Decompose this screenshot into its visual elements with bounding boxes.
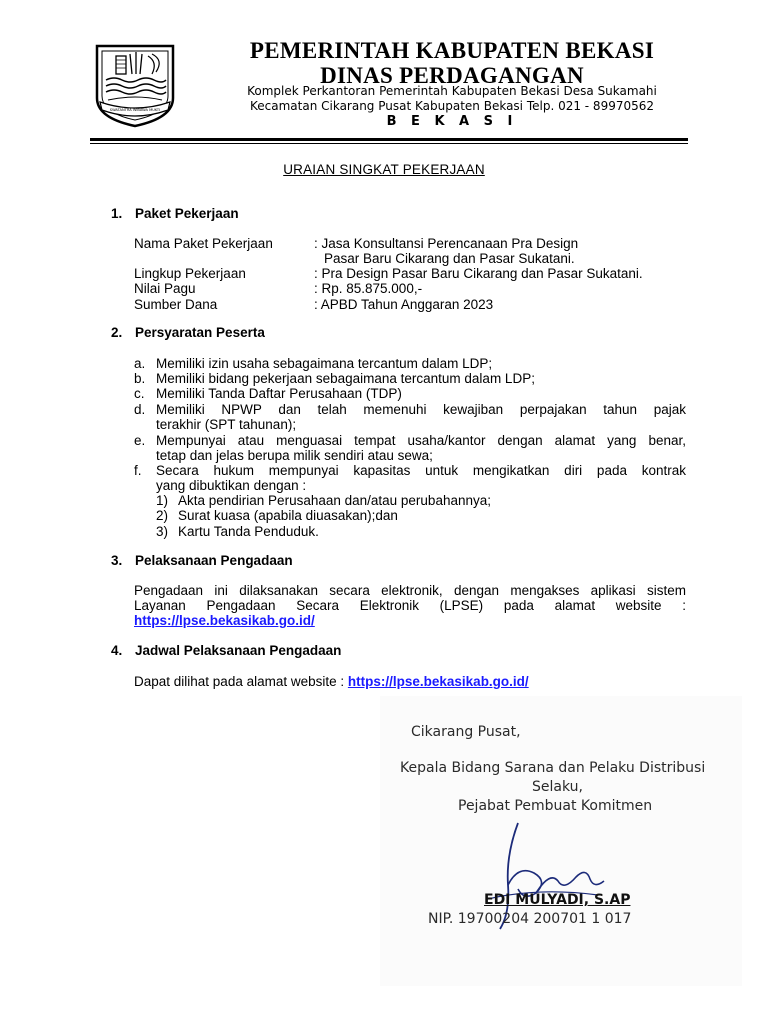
schedule-website-link[interactable]: https://lpse.bekasikab.go.id/	[347, 674, 529, 689]
requirement-c-marker: c.	[134, 386, 145, 401]
subrequirement-3-text: Kartu Tanda Penduduk.	[178, 524, 319, 539]
subrequirement-1-text: Akta pendirian Perusahaan dan/atau perubahannya;	[178, 493, 491, 508]
lpse-website-link[interactable]: https://lpse.bekasikab.go.id/	[134, 613, 315, 628]
requirement-c-text: Memiliki Tanda Daftar Perusahaan (TDP)	[156, 386, 402, 401]
section-3-heading: Pelaksanaan Pengadaan	[135, 553, 293, 568]
field-value-scope: : Pra Design Pasar Baru Cikarang dan Pasar Sukatani.	[314, 266, 643, 281]
header-city: B E K A S I	[386, 114, 518, 129]
requirement-a-text: Memiliki izin usaha sebagaimana tercantum dalam LDP;	[156, 356, 493, 371]
subrequirement-3-marker: 3)	[156, 524, 169, 539]
requirement-e-text: Mempunyai atau menguasai tempat usaha/kantor dengan alamat yang benar,	[156, 433, 686, 448]
requirement-f-text-cont: yang dibuktikan dengan :	[156, 478, 307, 493]
emblem-motto: SWATANTRA WIBAWA MUKTI	[109, 108, 161, 112]
signature-position-line-1: Kepala Bidang Sarana dan Pelaku Distribusi	[400, 760, 706, 776]
field-value-funding-source: : APBD Tahun Anggaran 2023	[314, 297, 494, 312]
signer-name: EDI MULYADI, S.AP	[484, 892, 631, 908]
signature-position-line-3: Pejabat Pembuat Komitmen	[458, 798, 653, 814]
field-value-package-name-cont: Pasar Baru Cikarang dan Pasar Sukatani.	[324, 251, 575, 266]
section-4-heading: Jadwal Pelaksanaan Pengadaan	[135, 643, 342, 658]
field-label-scope: Lingkup Pekerjaan	[134, 266, 246, 281]
signature-position-line-2: Selaku,	[532, 779, 583, 795]
section-2-number: 2.	[111, 325, 123, 340]
section-4-paragraph	[134, 674, 529, 690]
field-value-budget: : Rp. 85.875.000,-	[314, 281, 423, 296]
field-label-package-name: Nama Paket Pekerjaan	[134, 236, 273, 251]
subrequirement-1-marker: 1)	[156, 493, 169, 508]
section-3-paragraph-line-1: Pengadaan ini dilaksanakan secara elektronik, dengan mengakses aplikasi sistem	[134, 583, 686, 598]
requirement-d-text-cont: terakhir (SPT tahunan);	[156, 417, 297, 432]
requirement-d-marker: d.	[134, 402, 146, 417]
document-title: URAIAN SINGKAT PEKERJAAN	[283, 162, 485, 177]
section-4-text: Dapat dilihat pada alamat website :	[134, 674, 348, 689]
signer-nip: NIP. 19700204 200701 1 017	[428, 911, 632, 927]
field-value-package-name: : Jasa Konsultansi Perencanaan Pra Design	[314, 236, 579, 251]
header-address-line-2: Kecamatan Cikarang Pusat Kabupaten Bekasi Telp. 021 - 89970562	[249, 99, 655, 113]
header-divider-thick	[90, 138, 688, 141]
section-3-number: 3.	[111, 553, 123, 568]
requirement-b-marker: b.	[134, 371, 146, 386]
header-office-name: DINAS PERDAGANGAN	[320, 63, 584, 88]
requirement-f-text: Secara hukum mempunyai kapasitas untuk mengikatkan diri pada kontrak	[156, 463, 686, 478]
field-label-funding-source: Sumber Dana	[134, 297, 218, 312]
requirement-e-marker: e.	[134, 433, 146, 448]
section-1-heading: Paket Pekerjaan	[135, 206, 239, 221]
bekasi-regency-emblem-icon	[92, 40, 178, 128]
section-3-paragraph-line-2: Layanan Pengadaan Secara Elektronik (LPSE) pada alamat website :	[134, 598, 686, 613]
requirement-b-text: Memiliki bidang pekerjaan sebagaimana tercantum dalam LDP;	[156, 371, 535, 386]
header-divider-thin	[90, 143, 688, 144]
requirement-f-marker: f.	[134, 463, 142, 478]
field-label-budget: Nilai Pagu	[134, 281, 196, 296]
requirement-d-text: Memiliki NPWP dan telah memenuhi kewajiban perpajakan tahun pajak	[156, 402, 686, 417]
section-2-heading: Persyaratan Peserta	[135, 325, 265, 340]
header-government-name: PEMERINTAH KABUPATEN BEKASI	[249, 38, 655, 63]
signature-place: Cikarang Pusat,	[411, 724, 521, 740]
requirement-e-text-cont: tetap dan jelas berupa milik sendiri atau sewa;	[156, 448, 433, 463]
subrequirement-2-text: Surat kuasa (apabila diuasakan);dan	[178, 508, 398, 523]
section-1-number: 1.	[111, 206, 123, 221]
subrequirement-2-marker: 2)	[156, 508, 169, 523]
section-4-number: 4.	[111, 643, 123, 658]
requirement-a-marker: a.	[134, 356, 146, 371]
header-address-line-1: Komplek Perkantoran Pemerintah Kabupaten Bekasi Desa Sukamahi	[247, 84, 657, 98]
